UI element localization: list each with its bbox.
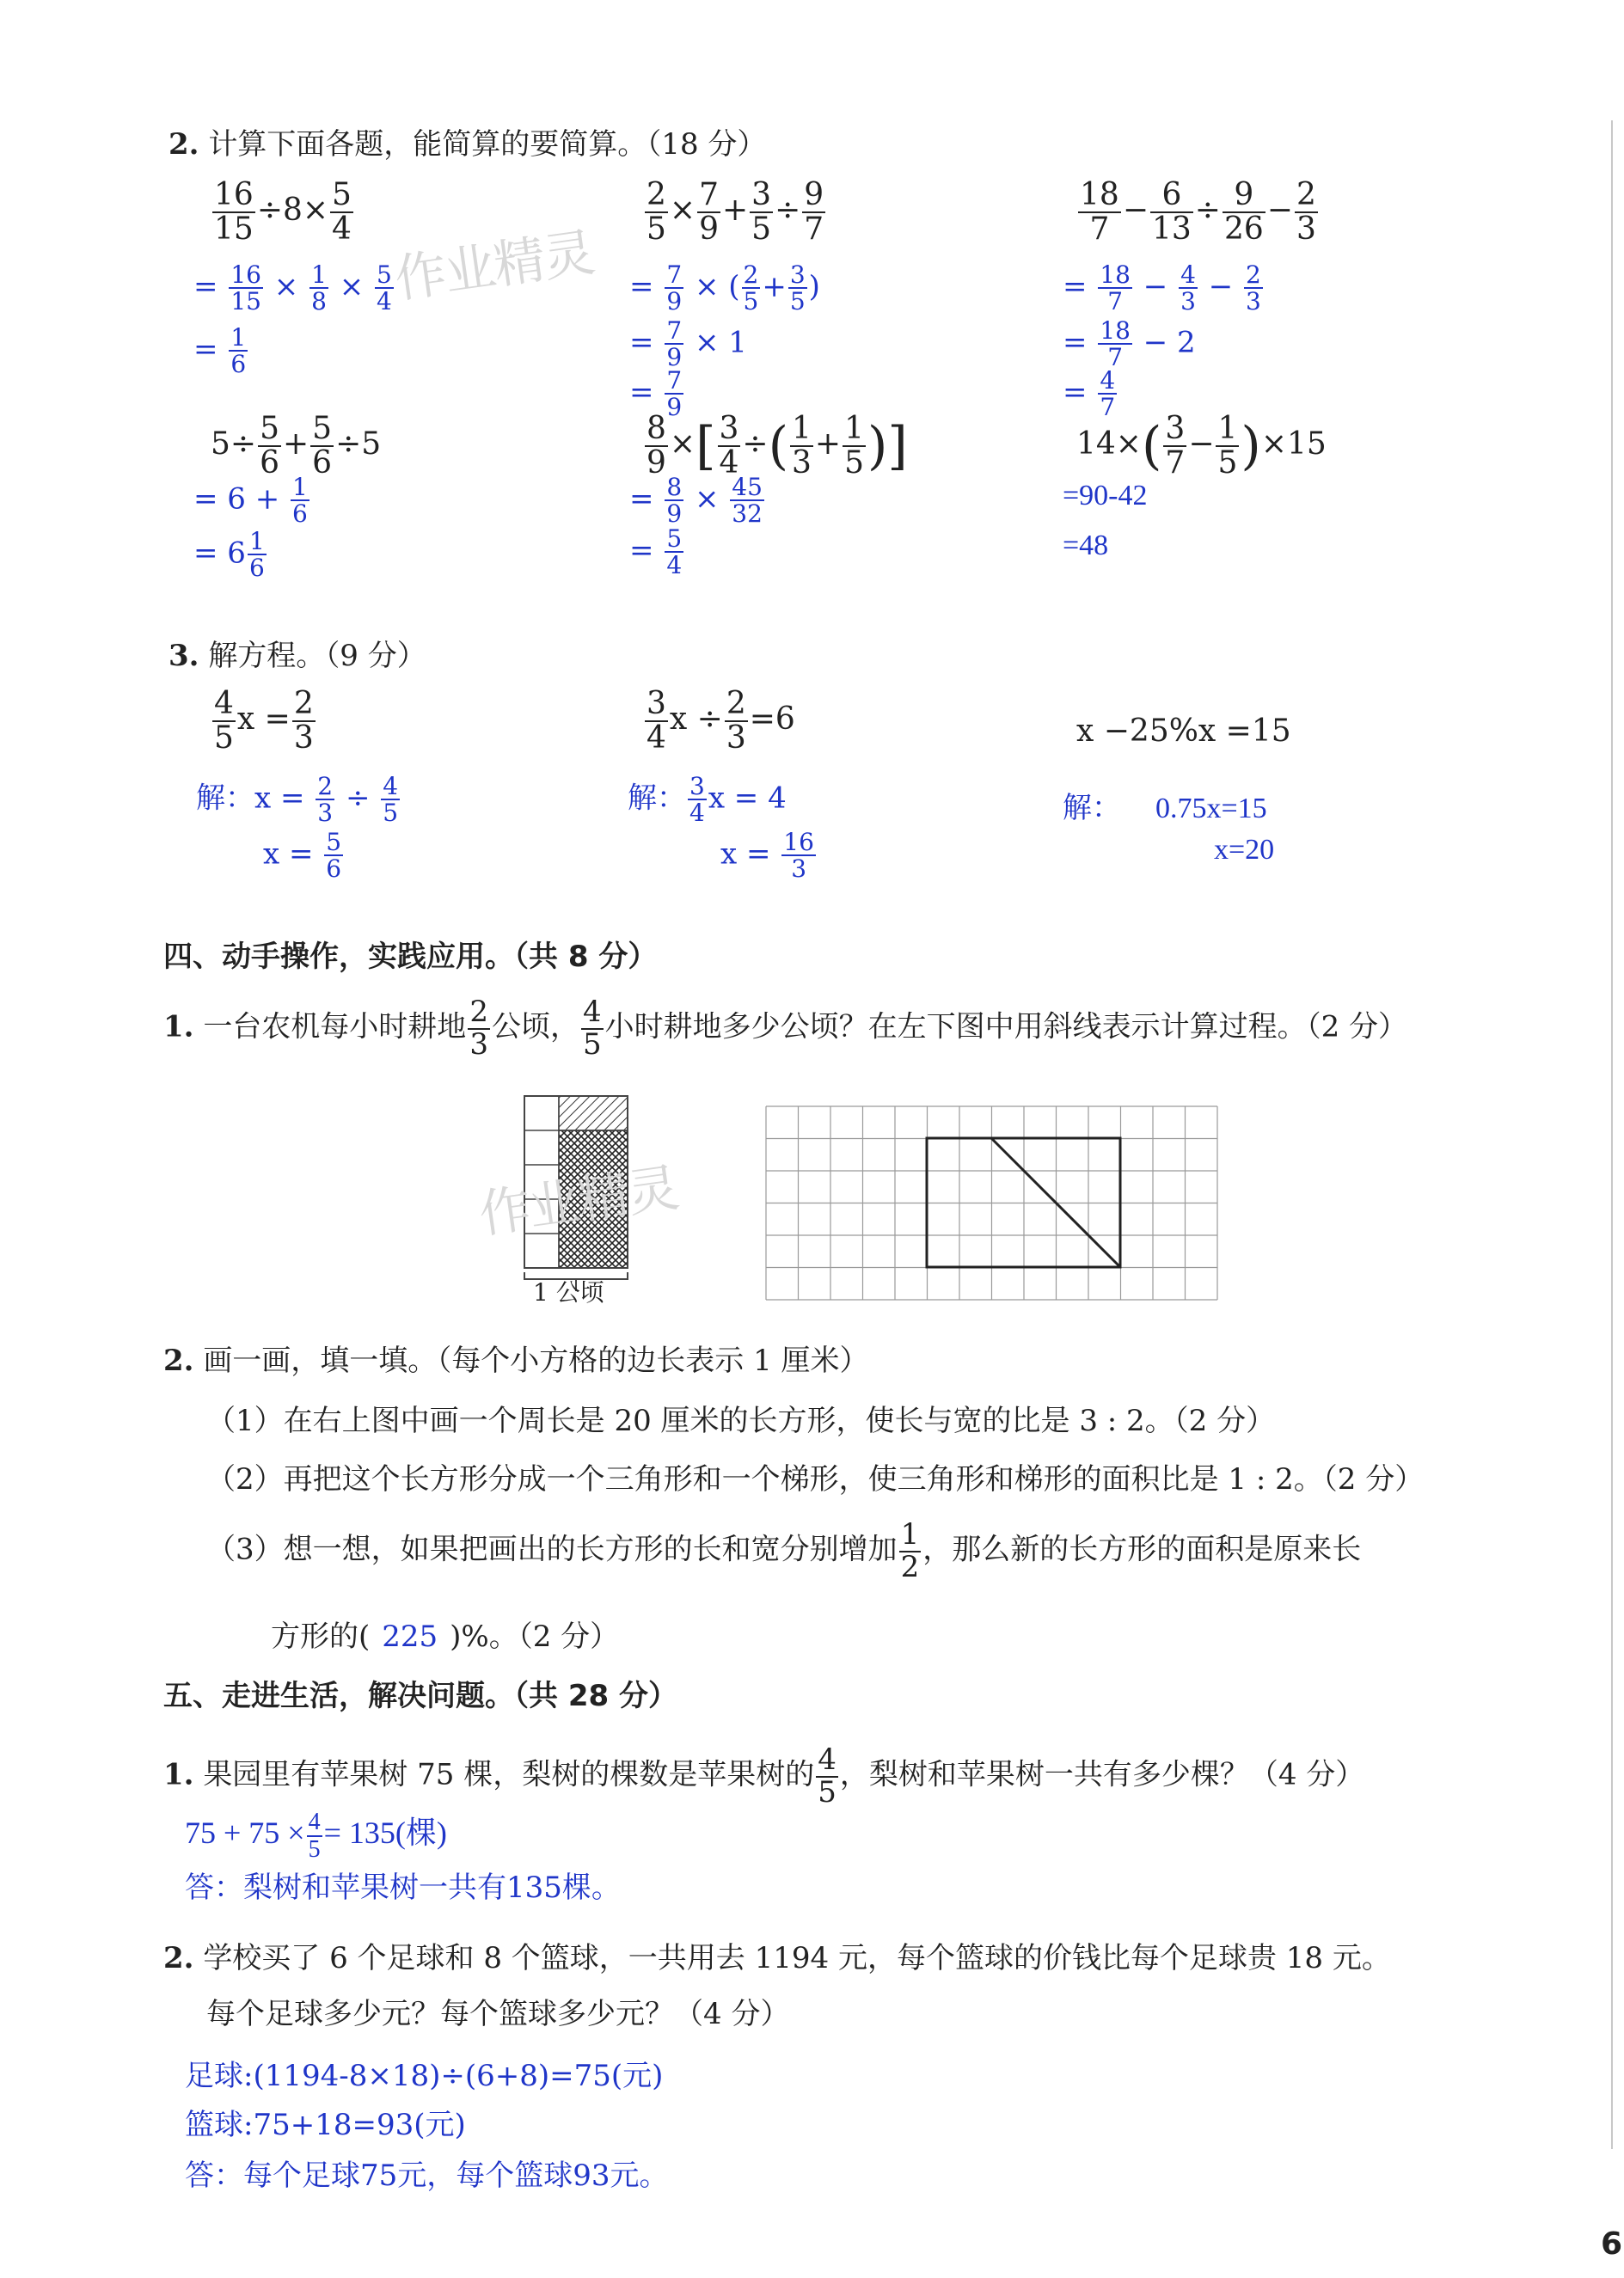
sec4-q2-sub3-line2: 方形的( 225 )%。（2 分） xyxy=(271,1620,620,1654)
page-number: 6 xyxy=(1601,2226,1623,2262)
calc-1-step-2: = $\frac{1}{6}$ xyxy=(193,323,247,379)
equation-2: $\frac{3}{4}$ x ÷ $\frac{2}{3}$ =6 xyxy=(647,686,795,756)
equation-2-step-1: 解： $\frac{3}{4}$ x = 4 xyxy=(628,772,787,828)
sec4-q2-sub2: （2）再把这个长方形分成一个三角形和一个梯形，使三角形和梯形的面积比是 1 : 2。（2 分） xyxy=(206,1462,1425,1497)
q3-text: 解方程。（9 分） xyxy=(208,639,426,673)
calc-problem-5: $\frac{8}{9}$ ×[ $\frac{3}{4}$ ÷( $\frac{1}{3}$ + $\frac{1}{5}$ )] xyxy=(647,411,908,481)
sec5-q2-line1: 2. 学校买了 6 个足球和 8 个篮球，一共用去 1194 元，每个篮球的价钱比每个足球贵 18 元。 xyxy=(163,1941,1391,1975)
calc-4-step-1: = 6 + $\frac{1}{6}$ xyxy=(193,473,308,529)
equation-1-step-2: x = $\frac{5}{6}$ xyxy=(263,828,342,884)
equation-2-step-2: x = $\frac{16}{3}$ xyxy=(720,828,814,884)
calc-1-step-1: = $\frac{16}{15}$ × $\frac{1}{8}$ × $\frac{5}{4}$ xyxy=(193,260,392,316)
sec4-q1: 1. 一台农机每小时耕地 $\frac{2}{3}$ 公顷， $\frac{4}{5}$ 小时耕地多少公顷？在左下图中用斜线表示计算过程。（2 分） xyxy=(163,995,1408,1062)
sec5-q2-answer-1: 足球:(1194-8×18)÷(6+8)=75(元) xyxy=(185,2059,664,2093)
calc-2-step-1: = $\frac{7}{9}$ × ( $\frac{2}{5}$ + $\frac{3}{5}$ ) xyxy=(629,260,820,316)
watermark: 作业精灵 xyxy=(475,1158,682,1246)
sec5-q2-answer-3: 答：每个足球75元，每个篮球93元。 xyxy=(185,2159,669,2193)
equation-3: x −25%x =15 xyxy=(1076,713,1291,749)
calc-problem-1: $\frac{16}{15}$ ÷8× $\frac{5}{4}$ xyxy=(214,177,352,247)
calc-4-step-2: = 6 $\frac{1}{6}$ xyxy=(193,527,265,583)
sec4-q2: 2. 画一画，填一填。（每个小方格的边长表示 1 厘米） xyxy=(163,1344,869,1378)
equation-1-step-1: 解：x = $\frac{2}{3}$ ÷ $\frac{4}{5}$ xyxy=(196,772,399,828)
section-5-title: 五、走进生活，解决问题。（共 28 分） xyxy=(163,1679,677,1713)
hectare-label: 1 公顷 xyxy=(533,1278,604,1307)
answer-225: 225 xyxy=(382,1620,438,1654)
calc-problem-2: $\frac{2}{5}$ × $\frac{7}{9}$ + $\frac{3}{5}$ ÷ $\frac{9}{7}$ xyxy=(647,177,824,247)
calc-5-step-1: = $\frac{8}{9}$ × $\frac{45}{32}$ xyxy=(629,473,763,529)
calc-2-step-3: = $\frac{7}{9}$ xyxy=(629,366,683,422)
q2-number: 2. xyxy=(169,127,199,162)
q2-header xyxy=(169,120,766,162)
page-edge-line xyxy=(1611,120,1613,2149)
sec5-q1-answer-2: 答：梨树和苹果树一共有135棵。 xyxy=(185,1871,621,1905)
sec4-q2-sub3: （3）想一想，如果把画出的长方形的长和宽分别增加 $\frac{1}{2}$ ，那么新的长方形的面积是原来长 xyxy=(206,1517,1362,1584)
equation-3-step-1: 解： 0.75x=15 xyxy=(1063,791,1267,825)
q3-header xyxy=(169,632,426,674)
calc-5-step-2: = $\frac{5}{4}$ xyxy=(629,524,683,580)
calc-problem-3: $\frac{18}{7}$ − $\frac{6}{13}$ ÷ $\frac{9}{26}$ − $\frac{2}{3}$ xyxy=(1080,177,1316,247)
calc-problem-4: 5÷ $\frac{5}{6}$ + $\frac{5}{6}$ ÷5 xyxy=(211,411,382,481)
sec5-q1: 1. 果园里有苹果树 75 棵，梨树的棵数是苹果树的 $\frac{4}{5}$ ，梨树和苹果树一共有多少棵？（4 分） xyxy=(163,1742,1365,1810)
q2-text: 计算下面各题，能简算的要简算。（18 分） xyxy=(208,127,767,162)
section-4-title: 四、动手操作，实践应用。（共 8 分） xyxy=(163,940,658,974)
calc-3-step-2: = $\frac{18}{7}$ − 2 xyxy=(1063,316,1196,372)
calc-6-step-2: =48 xyxy=(1063,530,1109,561)
equation-3-step-2: x=20 xyxy=(1214,834,1275,866)
equation-1: $\frac{4}{5}$ x = $\frac{2}{3}$ xyxy=(214,686,314,756)
grid-diagram xyxy=(763,1102,1219,1308)
calc-problem-6: 14×( $\frac{3}{7}$ − $\frac{1}{5}$ )×15 xyxy=(1076,411,1327,481)
q3-number: 3. xyxy=(169,639,199,673)
calc-3-step-3: = $\frac{4}{7}$ xyxy=(1063,366,1116,422)
sec5-q1-answer-1: 75 + 75 × $\frac{4}{5}$ = 135(棵) xyxy=(185,1809,447,1863)
calc-6-step-1: =90-42 xyxy=(1063,480,1148,511)
sec4-q2-sub1: （1）在右上图中画一个周长是 20 厘米的长方形，使长与宽的比是 3 : 2。（2 分） xyxy=(206,1404,1276,1438)
calc-3-step-1: = $\frac{18}{7}$ − $\frac{4}{3}$ − $\frac{2}{3}$ xyxy=(1063,260,1261,316)
sec5-q2-line2: 每个足球多少元？每个篮球多少元？（4 分） xyxy=(206,1997,790,2031)
calc-2-step-2: = $\frac{7}{9}$ × 1 xyxy=(629,316,747,372)
sec5-q2-answer-2: 篮球:75+18=93(元) xyxy=(185,2108,466,2142)
watermark: 作业精灵 xyxy=(390,223,598,310)
